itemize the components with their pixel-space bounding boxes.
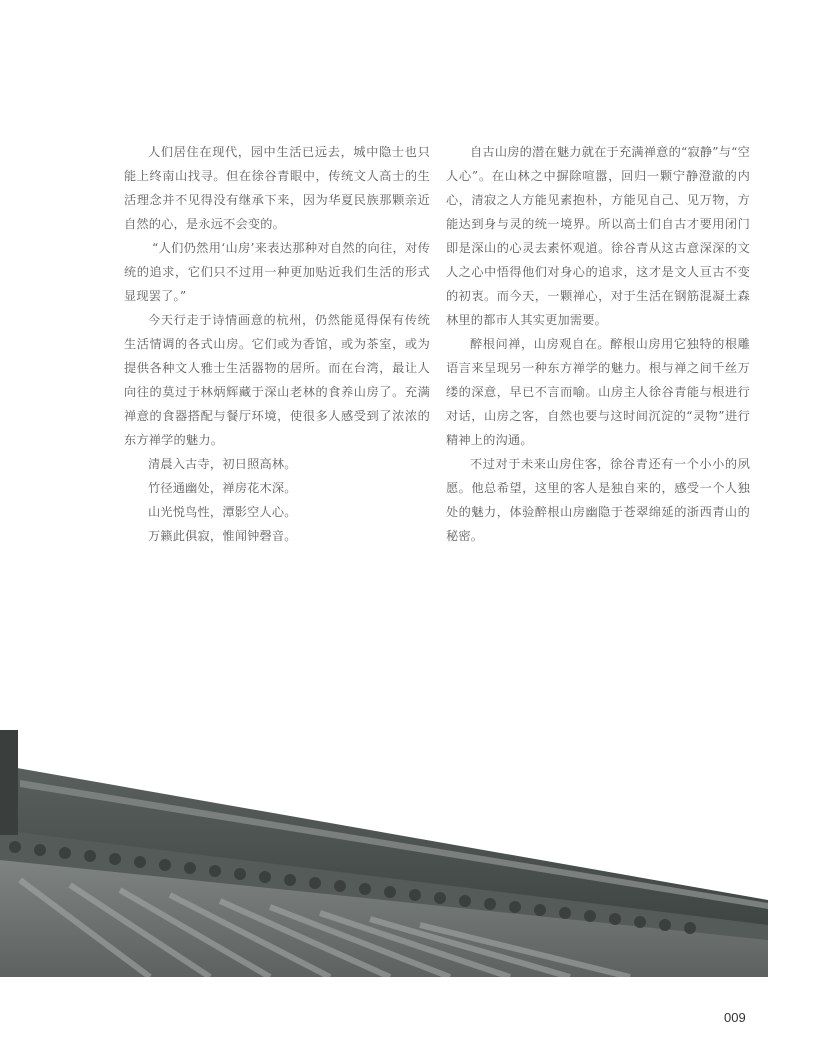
page-number: 009 [724, 1010, 746, 1025]
quote-paragraph: “人们仍然用‘山房’来表达那种对自然的向往，对传统的追求，它们只不过用一种更加贴近我们生活的形式显现罢了。” [124, 241, 430, 303]
poem-line: 万籁此俱寂，惟闻钟磬音。 [148, 529, 297, 543]
poem-line: 山光悦鸟性，潭影空人心。 [148, 505, 297, 519]
left-text-column [124, 140, 430, 548]
paragraph: 今天行走于诗情画意的杭州，仍然能觅得保有传统生活情调的各式山房。它们或为香馆，或为茶室，或为提供各种文人雅士生活器物的居所。而在台湾，最让人向往的莫过于林炳辉藏于深山老林的食养山房了。充满禅意的食器搭配与餐厅环境，使很多人感受到了浓浓的东方禅学的魅力。 [124, 313, 430, 447]
poem-line: 竹径通幽处，禅房花木深。 [148, 481, 297, 495]
roof-tiles-photo [0, 725, 768, 977]
poem-line: 清晨入古寺，初日照高林。 [148, 457, 297, 471]
paragraph: 醉根问禅，山房观自在。醉根山房用它独特的根雕语言来呈现另一种东方禅学的魅力。根与禅之间千丝万缕的深意，早已不言而喻。山房主人徐谷青能与根进行对话，山房之客，自然也要与这时间沉淀的“灵物”进行精神上的沟通。 [446, 337, 750, 447]
paragraph: 不过对于未来山房住客，徐谷青还有一个小小的夙愿。他总希望，这里的客人是独自来的，感受一个人独处的魅力，体验醉根山房幽隐于苍翠绵延的浙西青山的秘密。 [446, 457, 750, 543]
right-text-column [446, 140, 750, 548]
paragraph: 自古山房的潜在魅力就在于充满禅意的“寂静”与“空人心”。在山林之中摒除喧嚣，回归一颗宁静澄澈的内心，清寂之人方能见素抱朴，方能见自己、见万物，方能达到身与灵的统一境界。所以高士们自古才要用闭门即是深山的心灵去素怀观道。徐谷青从这古意深深的文人之心中悟得他们对身心的追求，这才是文人亘古不变的初衷。而今天，一颗禅心，对于生活在钢筋混凝土森林里的都市人其实更加需要。 [446, 145, 750, 327]
paragraph: 人们居住在现代，园中生活已远去，城中隐士也只能上终南山找寻。但在徐谷青眼中，传统文人高士的生活理念并不见得没有继承下来，因为华夏民族那颗亲近自然的心，是永远不会变的。 [124, 145, 430, 231]
